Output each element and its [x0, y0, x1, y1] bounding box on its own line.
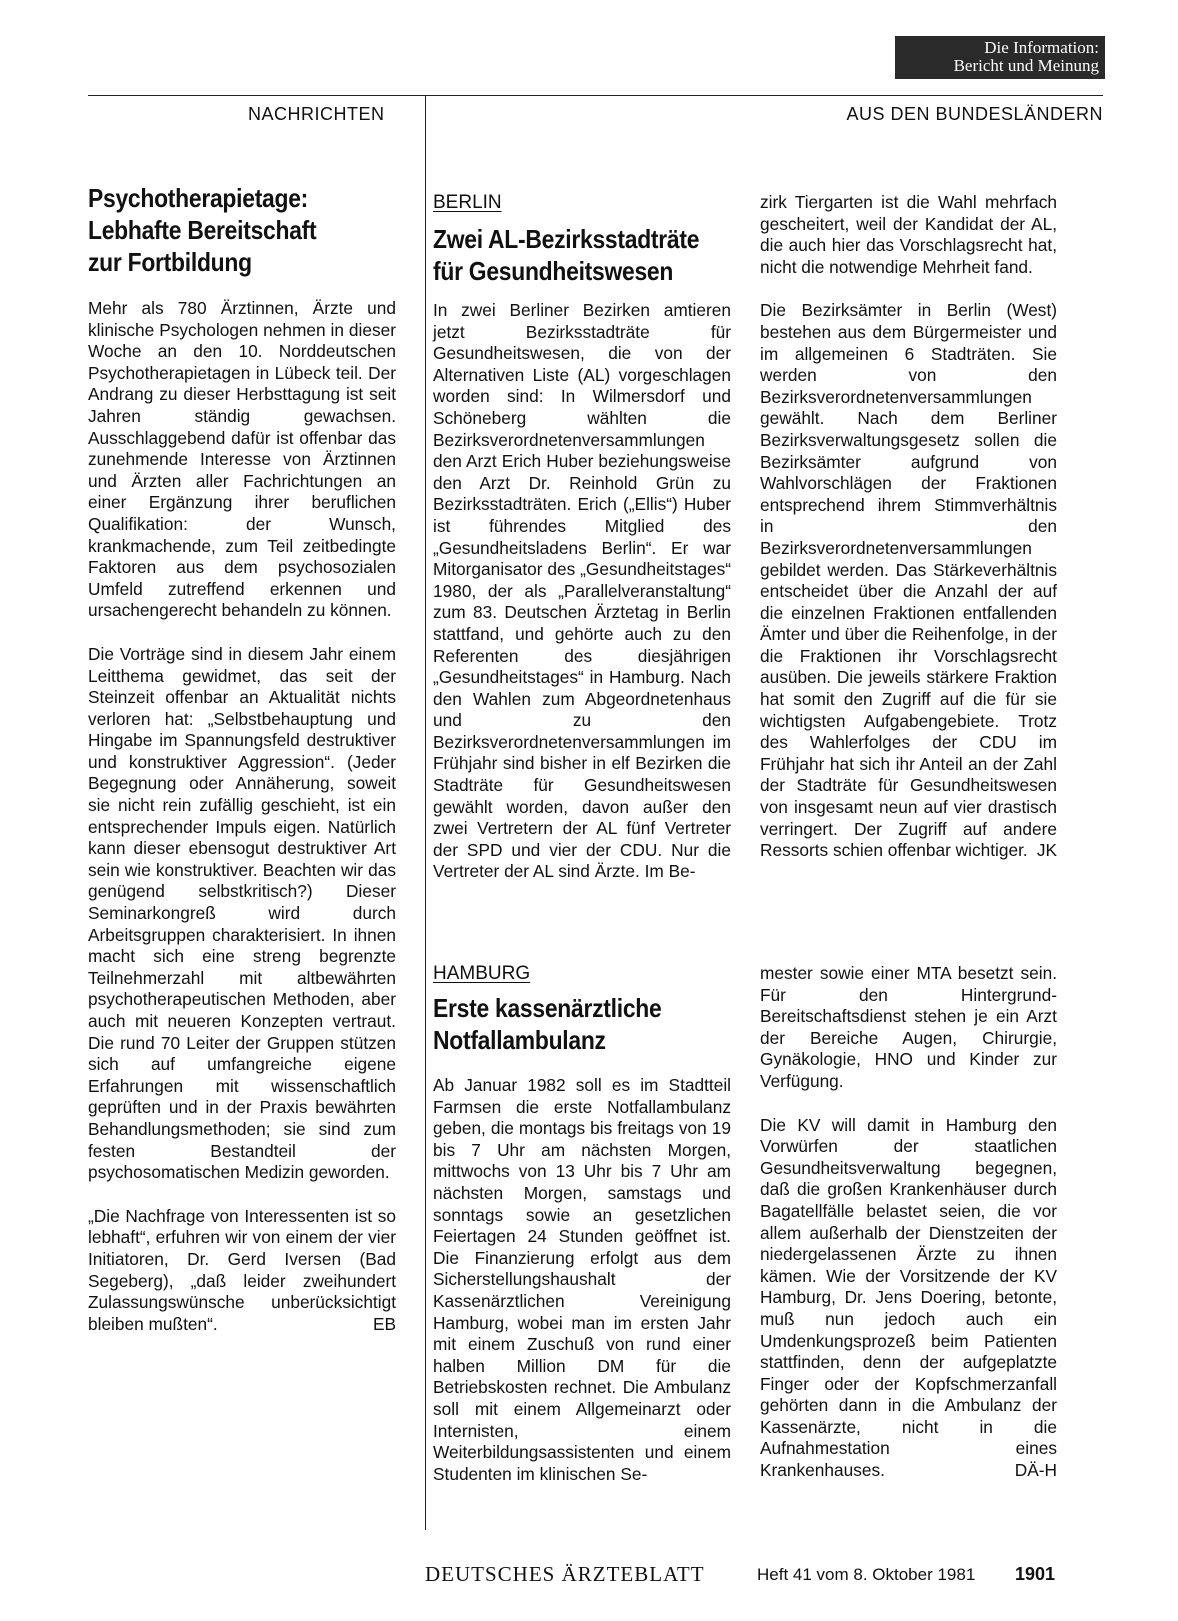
article1-paragraph: Mehr als 780 Ärztinnen, Ärzte und klinische Psychologen nehmen in dieser Woche an den 10. Norddeutschen Psychotherapietagen in Lübeck teil. Der Andrang zu dieser Herbsttagung ist seit Jahren ständig gewachsen. Ausschlaggebend dafür ist offenbar das zunehmende Interesse von Ärztinnen und Ärzten aller Fachrichtungen an einer Ergänzung ihrer beruflichen Qualifikation: der Wunsch, krankmachende, zum Teil zeitbedingte Faktoren aus dem psychosozialen Umfeld zutreffend erkennen und ursachengerecht behandeln zu können.	[88, 298, 396, 621]
article2-paragraph	[760, 300, 1057, 861]
article2-body-col1	[433, 300, 731, 883]
article3-signature: DÄ-H	[1014, 1460, 1057, 1481]
article2-region: BERLIN	[433, 192, 502, 213]
article2-paragraph: zirk Tiergarten ist die Wahl mehrfach gescheitert, weil der Kandidat der AL, die auch hier das Vorschlagsrecht hat, nicht die notwendige Mehrheit fand.	[760, 192, 1057, 277]
footer-brand: DEUTSCHES ÄRZTEBLATT	[425, 1562, 705, 1586]
article3-body-col1	[433, 1075, 731, 1485]
article3-paragraph-text: Die KV will damit in Hamburg den Vorwürfen der staatlichen Gesundheitsverwaltung begegnen, daß die großen Krankenhäuser durch Bagatellfälle belastet seien, die vor allem außerhalb der Dienstzeiten der niedergelassenen Ärzte zu ihnen kämen. Wie der Vorsitzende der KV Hamburg, Dr. Jens Doering, betonte, muß nun jedoch auch ein Umdenkungsprozeß beim Patienten stattfinden, denn der aufgeplatzte Finger oder der Kopfschmerzanfall gehörten dann in die Ambulanz der Kassenärzte, nicht in die Aufnahmestation eines Krankenhauses.	[760, 1114, 1057, 1481]
article3-paragraph: mester sowie einer MTA besetzt sein. Für den Hintergrund-Bereitschaftsdienst stehen je ein Arzt der Bereiche Augen, Chirurgie, Gynäkologie, HNO und Kinder zur Verfügung.	[760, 963, 1057, 1091]
article2-paragraph-text: Die Bezirksämter in Berlin (West) bestehen aus dem Bürgermeister und im allgemeinen 6 Stadträten. Sie werden von den Bezirksverordnetenversammlungen gewählt. Nach dem Berliner Bezirksverwaltungsgesetz sollen die Bezirksämter aufgrund von Wahlvorschlägen der Fraktionen entsprechend ihrem Stimmverhältnis in den Bezirksverordnetenversammlungen gebildet werden. Das Stärkeverhältnis entscheidet über die Anzahl der auf die einzelnen Fraktionen entfallenden Ämter und über die Reihenfolge, in der die Fraktionen ihr Vorschlagsrecht ausüben. Die jeweils stärkere Fraktion hat somit den Zugriff auf die für sie wichtigsten Aufgabengebiete. Trotz des Wahlerfolges der CDU im Frühjahr hat sich ihr Anteil an der Zahl der Stadträte für Gesundheitswesen von insgesamt neun auf vier drastisch verringert. Der Zugriff auf andere Ressorts schien offenbar wichtiger.	[760, 300, 1057, 861]
article1-paragraph: Die Vorträge sind in diesem Jahr einem Leitthema gewidmet, das seit der Steinzeit offenbar an Aktualität nichts verloren hat: „Selbstbehauptung und Hingabe im Spannungsfeld destruktiver und konstruktiver Aggression“. (Jeder Begegnung oder Annäherung, soweit sie nicht rein zufällig geschieht, ist ein entsprechender Impuls eigen. Natürlich kann dieser ebensogut destruktiver Art sein wie konstruktiver. Beachten wir das genügend selbstkritisch?) Dieser Seminarkongreß wird durch Arbeitsgruppen charakterisiert. In ihnen macht sich eine streng begrenzte Teilnehmerzahl mit altbewährten psychotherapeutischen Methoden, aber auch mit neueren Konzepten vertraut. Die rund 70 Leiter der Gruppen stützen sich auf umfangreiche eigene Erfahrungen mit wissenschaftlich geprüften und in der Praxis bewährten Behandlungsmethoden; sie sind zum festen Bestandteil der psychosomatischen Medizin geworden.	[88, 643, 396, 1183]
article3-body-col2	[760, 963, 1057, 1482]
section-tag-line2: Bericht und Meinung	[953, 56, 1099, 75]
article3-paragraph: Ab Januar 1982 soll es im Stadtteil Farmsen die erste Notfallambulanz geben, die montags bis freitags von 19 bis 7 Uhr am nächsten Morgen, mittwochs von 13 Uhr bis 7 Uhr am nächsten Morgen, samstags und sonntags sowie an gesetzlichen Feiertagen 24 Stunden geöffnet ist. Die Finanzierung erfolgt aus dem Sicherstellungshaushalt der Kassenärztlichen Vereinigung Hamburg, wobei man im ersten Jahr mit einem Zuschuß von rund einer halben Million DM für die Betriebskosten rechnet. Die Ambulanz soll mit einem Allgemeinarzt oder Internisten, einem Weiterbildungsassistenten und einem Studenten im klinischen Se-	[433, 1075, 731, 1484]
top-rule	[88, 95, 1103, 96]
article3-region: HAMBURG	[433, 963, 531, 984]
article1-headline: Psychotherapietage: Lebhafte Bereitschaft zur Fortbildung	[88, 183, 317, 277]
article2-paragraph: In zwei Berliner Bezirken amtieren jetzt Bezirksstadträte für Gesundheitswesen, die von der Alternativen Liste (AL) vorgeschlagen worden sind: In Wilmersdorf und Schöneberg wählten die Bezirksverordnetenversammlungen den Arzt Erich Huber beziehungsweise den Arzt Dr. Reinhold Grün zu Bezirksstadträten. Erich („Ellis“) Huber ist führendes Mitglied des „Gesundheitsladens Berlin“. Er war Mitorganisator des „Gesundheitstages“ 1980, der als „Parallelveranstaltung“ zum 83. Deutschen Ärztetag in Berlin stattfand, und gehörte auch zu den Referenten des diesjährigen „Gesundheitstages“ in Hamburg. Nach den Wahlen zum Abgeordnetenhaus und zu den Bezirksverordnetenversammlungen im Frühjahr sind bisher in elf Bezirken die Stadträte für Gesundheitswesen gewählt worden, davon außer den zwei Vertretern der AL fünf Vertreter der SPD und vier der CDU. Nur die Vertreter der AL sind Ärzte. Im Be-	[433, 300, 731, 882]
section-right-label: AUS DEN BUNDESLÄNDERN	[846, 104, 1103, 124]
article1-body	[88, 298, 396, 1335]
article2-body-col2	[760, 192, 1057, 862]
section-left-label: NACHRICHTEN	[248, 104, 385, 124]
article1-paragraph	[88, 1206, 396, 1336]
article2-headline: Zwei AL-Bezirksstadträte für Gesundheitswesen	[433, 224, 700, 286]
section-tag-line1: Die Information:	[984, 38, 1099, 57]
footer-page-number: 1901	[1015, 1564, 1056, 1584]
column-divider	[425, 95, 426, 1530]
article3-paragraph	[760, 1115, 1057, 1482]
article1-signature: EB	[372, 1313, 396, 1334]
article3-headline: Erste kassenärztliche Notfallambulanz	[433, 993, 662, 1055]
article2-signature: JK	[1036, 840, 1057, 861]
article1-paragraph-text: „Die Nachfrage von Interessenten ist so lebhaft“, erfuhren wir von einem der vier Initiatoren, Dr. Gerd Iversen (Bad Segeberg), „daß leider zweihundert Zulassungswünsche unberücksichtigt bleiben mußten“.	[88, 1205, 396, 1334]
section-tag	[895, 36, 1105, 79]
footer-issue: Heft 41 vom 8. Oktober 1981	[757, 1565, 976, 1584]
